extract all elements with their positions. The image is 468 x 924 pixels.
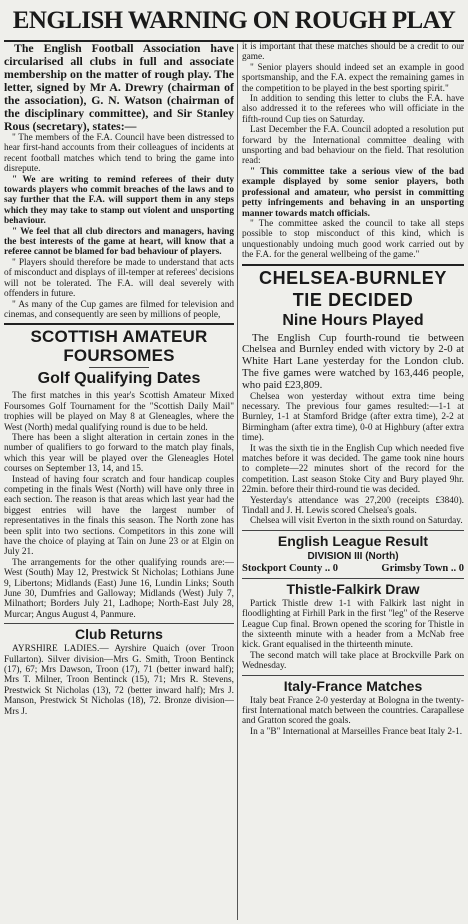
- italy-paragraph: Italy beat France 2-0 yesterday at Bologna in the twenty-first International match between the countries. Carapallese and Gratton scored the goals.: [242, 695, 464, 727]
- left-column: [4, 42, 234, 924]
- home-team: Stockport County .. 0: [242, 562, 338, 574]
- rough-play-continued: [242, 42, 464, 261]
- thistle-paragraph: Partick Thistle drew 1-1 with Falkirk last night in floodlighting at Firhill Park in the first "leg" of the Reserve League Cup final. Brown opened the scoring for Thistle in the sixteenth minute with a header from a McNab free kick. Grant equalised in the thirteenth minute.: [242, 598, 464, 651]
- rough-play-paragraph: " We are writing to remind referees of their duty towards players who commit breaches of the laws and to say further that the F.A. will support them in any steps which they may take to stamp out violent and unsporting behaviour.: [4, 174, 234, 227]
- club-returns-headline: Club Returns: [75, 626, 163, 643]
- column-rule: [237, 44, 238, 920]
- italy-france-article: [242, 678, 464, 738]
- thistle-falkirk-headline: Thistle-Falkirk Draw: [286, 580, 420, 597]
- section-divider: [242, 530, 464, 531]
- rough-play-paragraph: " Senior players should indeed set an example in good sportsmanship, and the F.A. expect the remaining games in the competition to be played in the best sporting spirit.": [242, 62, 464, 94]
- away-team-name: Grimsby Town: [381, 562, 449, 574]
- league-result-article: [242, 533, 464, 575]
- rough-play-paragraph: Last December the F.A. Council adopted a resolution put forward by the International committee dealing with unsporting and bad behaviour on the field. That resolution read:: [242, 125, 464, 167]
- chelsea-paragraph: Chelsea will visit Everton in the sixth round on Saturday.: [250, 516, 463, 527]
- section-divider: [242, 578, 464, 579]
- golf-qualifying-subhead: Golf Qualifying Dates: [37, 370, 201, 388]
- rough-play-paragraph: " Players should therefore be made to understand that acts of misconduct and displays of ill-temper at referees' decisions will not be tolerated. The F.A. will deal severely with offenders in future.: [4, 257, 234, 300]
- away-team: Grimsby Town .. 0: [381, 562, 464, 574]
- scottish-paragraph: Instead of having four scratch and four handicap couples competing in the finals West (North) will have only three in each section. The reason is that areas which last year had the biggest entries will have the largest number of representatives in the finals this season. The North zone has been split into two sections. Competitors in this zone will have the choice of playing at Tain on June 23 or at Elgin on July 21.: [4, 474, 234, 558]
- scottish-paragraph: There has been a slight alteration in certain zones in the number of qualifiers to go forward to the match play finals, which this year will be played over the Gleneagles Hotel courses on September 13, 14, and 15.: [4, 432, 234, 475]
- thistle-falkirk-article: [242, 581, 464, 672]
- rough-play-paragraph: " As many of the Cup games are filmed for television and cinemas, and consequently are seen by millions of people,: [4, 299, 234, 320]
- chelsea-paragraph: Yesterday's attendance was 27,200 (receipts £3840). Tindall and J. H. Lewis scored Chelsea's goals.: [242, 495, 464, 516]
- home-score: 0: [332, 562, 338, 574]
- away-score: 0: [458, 562, 464, 574]
- result-row: [242, 563, 464, 575]
- nine-hours-subhead: Nine Hours Played: [282, 311, 424, 329]
- rough-play-paragraph: " The members of the F.A. Council have been distressed to hear first-hand accounts from their colleagues of incidents at recent football matches which tend to bring the game into disrepute.: [4, 133, 234, 175]
- chelsea-lead: The English Cup fourth-round tie between Chelsea and Burnley ended with victory by 2-0 at White Hart Lane yesterday for the London club. The five games were watched by 163,446 people, who paid £23,809.: [242, 331, 464, 391]
- scottish-paragraph: The first matches in this year's Scottish Amateur Mixed Foursomes Golf Tournament for the "Scottish Daily Mail" trophies will be played on May 8 at Gleneagles, where the West (North) medal qualifying round is due to be held.: [4, 391, 234, 433]
- section-divider: [4, 323, 234, 325]
- rough-play-paragraph: In addition to sending this letter to clubs the F.A. have also addressed it to the referees who will officiate in the fifth-round Cup ties on Saturday.: [242, 94, 464, 125]
- section-divider: [242, 264, 464, 266]
- league-result-headline: English League Result: [277, 532, 429, 549]
- thistle-paragraph: The second match will take place at Brockville Park on Wednesday.: [242, 650, 464, 672]
- scottish-paragraph: The arrangements for the other qualifying rounds are:—West (South) May 12, Prestwick St Nicholas; Lothians June 9, Libertons; Midlands (East) June 16, Lundin Links; South June 30, Dumfries and Galloway; Midlands (West) July 7, Milnathort; Borders July 21, Ladhope; North-East July 28, Murcar; Angus August 4, Panmure.: [4, 557, 234, 620]
- chelsea-burnley-article: [242, 268, 464, 527]
- division-label: DIVISION III (North): [307, 550, 399, 562]
- chelsea-paragraph: Chelsea won yesterday without extra time being necessary. The previous four games resulted:—1-1 at Burnley, 1-1 at Stamford Bridge (after extra time), 2-2 at Birmingham (after extra time), 0-0 at Highbury (after extra time).: [242, 391, 464, 444]
- scottish-foursomes-headline: SCOTTISH AMATEUR FOURSOMES: [30, 327, 208, 366]
- section-divider: [242, 675, 464, 676]
- italy-paragraph: In a "B" International at Marseilles France beat Italy 2-1.: [250, 726, 463, 737]
- right-column: [242, 42, 464, 924]
- rough-play-paragraph: " This committee take a serious view of the bad example displayed by some senior players, both professional and amateur, who persist in committing petty infringements and behaving in an unsporting manner towards match officials.: [242, 166, 464, 219]
- section-divider: [4, 623, 234, 624]
- rough-play-paragraph: " The committee asked the council to take all steps possible to stop misconduct of this kind, which is unquestionably undoing much good work carried out by the F.A. for the general wellbeing of the game.": [242, 218, 464, 261]
- italy-france-headline: Italy-France Matches: [283, 677, 423, 694]
- rough-play-paragraph: it is important that these matches should be a credit to our game.: [242, 42, 464, 63]
- main-headline: ENGLISH WARNING ON ROUGH PLAY: [4, 2, 464, 42]
- rough-play-paragraph: " We feel that all club directors and managers, having the best interests of the game at heart, will know that a referee cannot be blamed for bad behaviour of players.: [4, 226, 234, 258]
- tie-decided-headline: TIE DECIDED: [292, 289, 414, 310]
- home-team-name: Stockport County: [242, 562, 323, 574]
- club-returns-text: AYRSHIRE LADIES.— Ayrshire Quaich (over Troon Fullarton). Silver division—Mrs G. Smith, Troon Bentinck (17), 67; Mrs Dawson, Troon (17), 71 (better inward half); Mrs T. Milner, Troon Bentinck (15), 71; Mrs R. Stevens, Prestwick St Nicholas (13), 72 (better inward half); Mrs J. Manson, Prestwick St Nicholas (18), 72. Bronze division—Mrs J.: [4, 644, 234, 717]
- scottish-foursomes-article: [4, 327, 234, 620]
- club-returns-article: [4, 626, 234, 717]
- rough-play-article: [4, 42, 234, 320]
- rough-play-lead: The English Football Association have circularised all clubs in full and associate membership on the matter of rough play. The letter, signed by Mr A. Drewry (chairman of the association), G. N. Watson (chairman of the disciplinary committee), and Sir Stanley Rous (secretary), states:—: [4, 42, 234, 133]
- chelsea-paragraph: It was the sixth tie in the English Cup which needed five matches before it was decided. The game took nine hours to complete—22 minutes short of the record for the competition. Last season Stoke City and Bury played 9hr. 22min. before their third-round tie was decided.: [242, 443, 464, 496]
- chelsea-burnley-headline: CHELSEA-BURNLEY: [258, 267, 447, 288]
- headline-rule: [89, 367, 149, 368]
